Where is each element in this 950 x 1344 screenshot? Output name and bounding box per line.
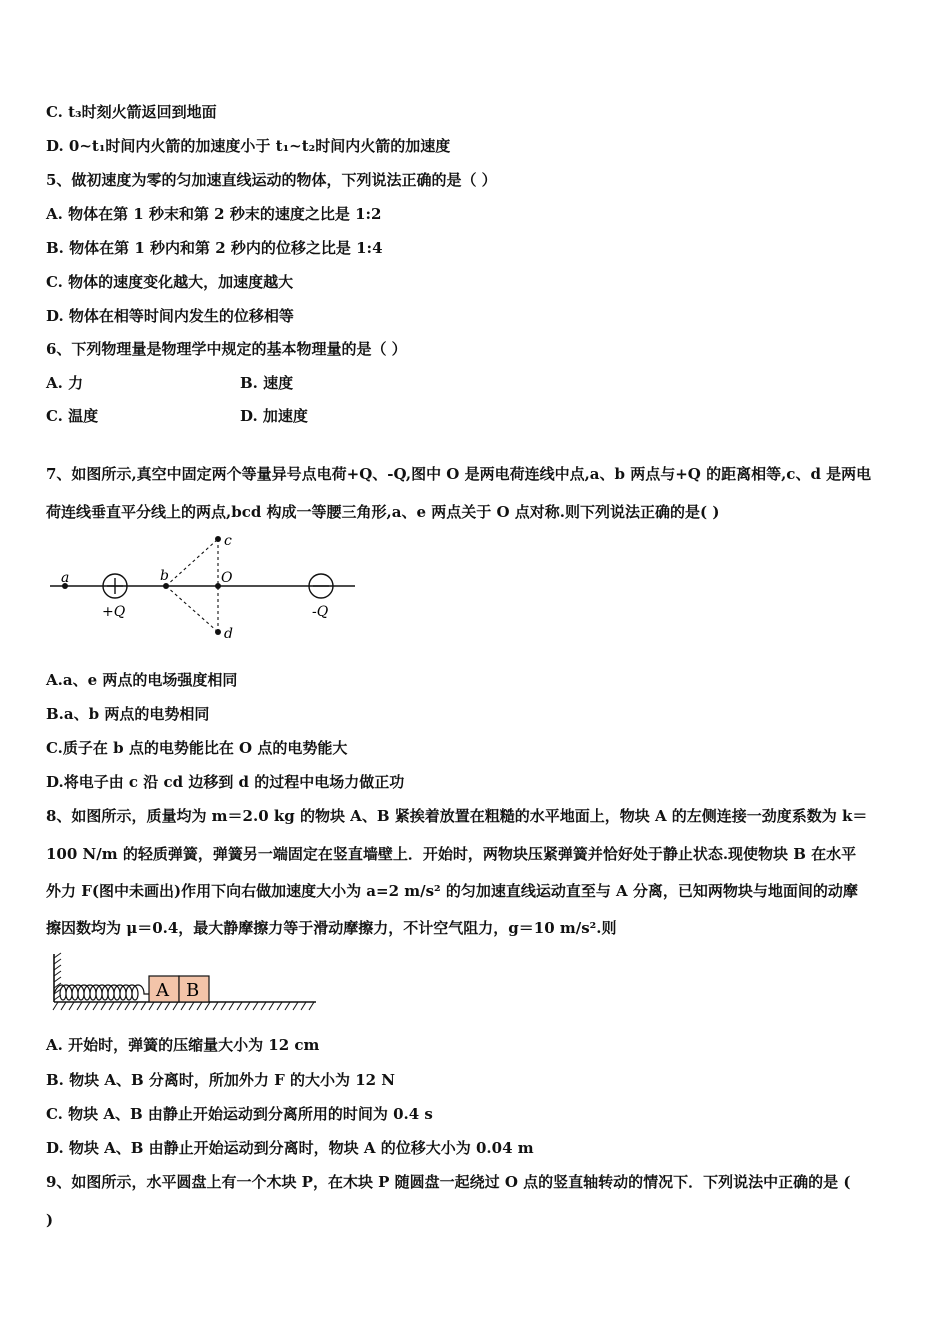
q7-stem-line2: 荷连线垂直平分线上的两点,bcd 构成一等腰三角形,a、e 两点关于 O 点对称.则下列说法正确的是( ) xyxy=(46,503,720,521)
q7-option-a: A.a、e 两点的电场强度相同 xyxy=(46,671,238,689)
q7-stem-line1: 7、如图所示,真空中固定两个等量异号点电荷+Q、-Q,图中 O 是两电荷连线中点,a、b 两点与+Q 的距离相等,c、d 是两电 xyxy=(46,465,872,483)
q7-option-c: C.质子在 b 点的电势能比在 O 点的电势能大 xyxy=(46,739,348,757)
q7-option-b: B.a、b 两点的电势相同 xyxy=(46,705,210,723)
q5-stem: 5、做初速度为零的匀加速直线运动的物体，下列说法正确的是（ ） xyxy=(46,171,497,189)
q8-option-c: C. 物块 A、B 由静止开始运动到分离所用的时间为 0.4 s xyxy=(46,1105,433,1123)
q5-option-d: D. 物体在相等时间内发生的位移相等 xyxy=(46,307,294,325)
q8-stem-line1: 8、如图所示，质量均为 m＝2.0 kg 的物块 A、B 紧挨着放置在粗糙的水平地面上，物块 A 的左侧连接一劲度系数为 k＝ xyxy=(46,807,868,825)
label-d: d xyxy=(224,626,233,642)
q9-stem-line1: 9、如图所示，水平圆盘上有一个木块 P，在木块 P 随圆盘一起绕过 O 点的竖直轴转动的情况下．下列说法中正确的是 ( xyxy=(46,1173,851,1191)
q8-stem-line2: 100 N/m 的轻质弹簧，弹簧另一端固定在竖直墙壁上．开始时，两物块压紧弹簧并恰好处于静止状态.现使物块 B 在水平 xyxy=(46,845,857,863)
q8-stem-line4: 擦因数均为 μ＝0.4，最大静摩擦力等于滑动摩擦力，不计空气阻力，g＝10 m/s².则 xyxy=(46,919,617,937)
q8-option-b: B. 物块 A、B 分离时，所加外力 F 的大小为 12 N xyxy=(46,1071,396,1089)
q5-option-a: A. 物体在第 1 秒末和第 2 秒末的速度之比是 1:2 xyxy=(46,205,382,223)
q8-option-a: A. 开始时，弹簧的压缩量大小为 12 cm xyxy=(46,1036,320,1054)
label-plus-q: +Q xyxy=(102,604,126,620)
q6-option-d: D. 加速度 xyxy=(240,407,308,425)
q6-option-a: A. 力 xyxy=(46,374,84,392)
q5-option-c: C. 物体的速度变化越大，加速度越大 xyxy=(46,273,294,291)
q6-option-c: C. 温度 xyxy=(46,407,99,425)
q8-stem-line3: 外力 F(图中未画出)作用下向右做加速度大小为 a=2 m/s² 的匀加速直线运动直至与 A 分离，已知两物块与地面间的动摩 xyxy=(46,882,858,900)
q9-stem-line2: ) xyxy=(46,1211,54,1229)
q8-option-d: D. 物块 A、B 由静止开始运动到分离时，物块 A 的位移大小为 0.04 m xyxy=(46,1139,534,1157)
label-a: a xyxy=(61,570,70,586)
label-c: c xyxy=(224,533,232,549)
q7-option-d: D.将电子由 c 沿 cd 边移到 d 的过程中电场力做正功 xyxy=(46,773,405,791)
label-block-b: B xyxy=(186,980,200,1001)
label-b: b xyxy=(160,568,169,584)
q4-option-d: D. 0~t₁时间内火箭的加速度小于 t₁~t₂时间内火箭的加速度 xyxy=(46,137,451,155)
q6-stem: 6、下列物理量是物理学中规定的基本物理量的是（ ） xyxy=(46,340,407,358)
label-block-a: A xyxy=(156,980,169,1001)
q7-figure xyxy=(40,528,370,644)
spring xyxy=(54,985,149,1000)
q5-option-b: B. 物体在第 1 秒内和第 2 秒内的位移之比是 1:4 xyxy=(46,239,383,257)
q6-option-b: B. 速度 xyxy=(240,374,294,392)
q4-option-c: C. t₃时刻火箭返回到地面 xyxy=(46,103,217,121)
label-o: O xyxy=(221,570,233,586)
q8-figure xyxy=(44,952,324,1018)
label-minus-q: -Q xyxy=(312,604,329,620)
